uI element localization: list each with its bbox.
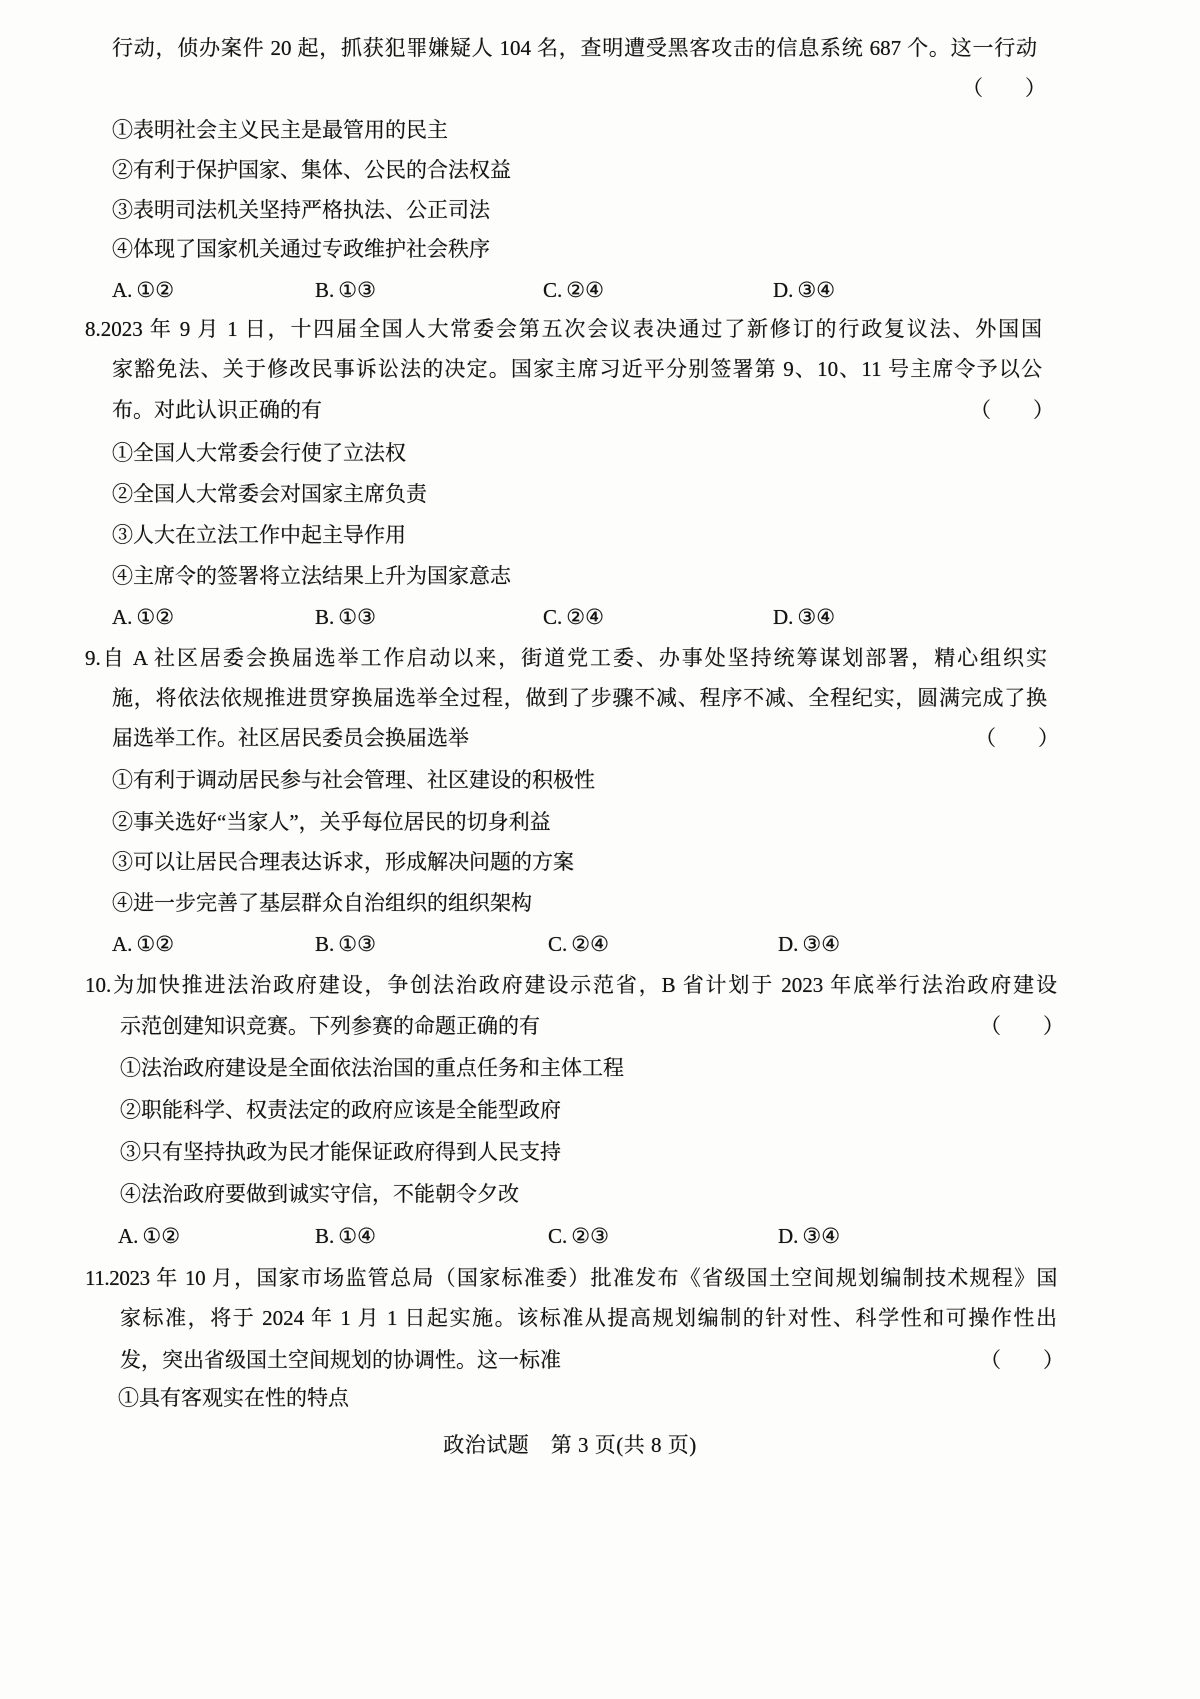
question-8-statement-3: ③人大在立法工作中起主导作用 bbox=[112, 523, 406, 547]
option-label: B. bbox=[315, 1224, 335, 1248]
question-9-option-c bbox=[548, 930, 609, 958]
question-number: 10. bbox=[85, 973, 112, 997]
question-9-option-d bbox=[778, 930, 840, 958]
option-value: ③④ bbox=[797, 278, 836, 302]
question-7-option-d bbox=[773, 276, 835, 304]
question-number: 8. bbox=[85, 317, 101, 341]
question-10-statement-3: ③只有坚持执政为民才能保证政府得到人民支持 bbox=[120, 1140, 561, 1164]
question-9-statement-1: ①有利于调动居民参与社会管理、社区建设的积极性 bbox=[112, 768, 595, 792]
question-7-answer-bracket: （ ） bbox=[962, 76, 1046, 100]
option-label: B. bbox=[315, 278, 335, 302]
page-footer: 政治试题 第 3 页(共 8 页) bbox=[443, 1433, 697, 1457]
question-8-stem-line-1 bbox=[85, 315, 1042, 343]
option-value: ①③ bbox=[338, 278, 376, 302]
question-10-statement-4: ④法治政府要做到诚实守信，不能朝令夕改 bbox=[120, 1182, 519, 1206]
question-10-stem-line-2: 示范创建知识竞赛。下列参赛的命题正确的有 bbox=[120, 1014, 540, 1038]
question-8-statement-2: ②全国人大常委会对国家主席负责 bbox=[112, 482, 427, 506]
question-7-stem-line-1: 行动，侦办案件 20 起，抓获犯罪嫌疑人 104 名，查明遭受黑客攻击的信息系统 687 个。这一行动 bbox=[112, 36, 1037, 60]
question-7-option-c bbox=[543, 276, 604, 304]
question-number: 9. bbox=[85, 646, 101, 670]
option-value: ①② bbox=[136, 605, 175, 629]
question-10-option-c bbox=[548, 1222, 609, 1250]
question-8-statement-4: ④主席令的签署将立法结果上升为国家意志 bbox=[112, 564, 511, 588]
question-8-statement-1: ①全国人大常委会行使了立法权 bbox=[112, 441, 406, 465]
option-label: A. bbox=[112, 932, 133, 956]
question-7-option-b bbox=[315, 276, 376, 304]
question-10-statement-2: ②职能科学、权责法定的政府应该是全能型政府 bbox=[120, 1098, 561, 1122]
question-7-statement-1: ①表明社会主义民主是最管用的民主 bbox=[112, 118, 448, 142]
question-7-statement-3: ③表明司法机关坚持严格执法、公正司法 bbox=[112, 198, 490, 222]
option-label: C. bbox=[543, 605, 563, 629]
question-10-option-a bbox=[118, 1222, 180, 1250]
question-11-stem-line-3: 发，突出省级国土空间规划的协调性。这一标准 bbox=[120, 1348, 561, 1372]
question-7-option-a bbox=[112, 276, 174, 304]
question-10-option-d bbox=[778, 1222, 840, 1250]
stem-text: 2023 年 10 月，国家市场监管总局（国家标准委）批准发布《省级国土空间规划编制技术规程》国 bbox=[109, 1266, 1057, 1290]
question-9-answer-bracket: （ ） bbox=[975, 726, 1059, 750]
question-9-option-a bbox=[112, 930, 174, 958]
question-8-option-c bbox=[543, 603, 604, 631]
option-label: A. bbox=[112, 605, 133, 629]
option-value: ②④ bbox=[571, 932, 609, 956]
option-label: B. bbox=[315, 932, 335, 956]
option-label: D. bbox=[778, 932, 799, 956]
option-label: A. bbox=[112, 278, 133, 302]
option-value: ②④ bbox=[566, 605, 604, 629]
option-value: ①④ bbox=[338, 1224, 376, 1248]
option-value: ①③ bbox=[338, 932, 376, 956]
question-number: 11. bbox=[85, 1266, 110, 1290]
question-10-statement-1: ①法治政府建设是全面依法治国的重点任务和主体工程 bbox=[120, 1056, 624, 1080]
option-value: ①② bbox=[136, 932, 175, 956]
question-8-option-a bbox=[112, 603, 174, 631]
option-label: C. bbox=[543, 278, 563, 302]
stem-text: 2023 年 9 月 1 日，十四届全国人大常委会第五次会议表决通过了新修订的行政复议法、外国国 bbox=[100, 317, 1042, 341]
question-9-statement-3: ③可以让居民合理表达诉求，形成解决问题的方案 bbox=[112, 850, 574, 874]
question-9-stem-line-1 bbox=[85, 644, 1047, 672]
question-8-answer-bracket: （ ） bbox=[970, 398, 1054, 422]
option-value: ①③ bbox=[338, 605, 376, 629]
question-8-stem-line-3: 布。对此认识正确的有 bbox=[112, 398, 322, 422]
option-value: ②③ bbox=[571, 1224, 609, 1248]
question-7-statement-2: ②有利于保护国家、集体、公民的合法权益 bbox=[112, 158, 511, 182]
question-11-answer-bracket: （ ） bbox=[980, 1348, 1064, 1372]
question-9-statement-2: ②事关选好“当家人”，关乎每位居民的切身利益 bbox=[112, 810, 551, 834]
question-10-answer-bracket: （ ） bbox=[980, 1014, 1064, 1038]
question-8-option-d bbox=[773, 603, 835, 631]
option-label: C. bbox=[548, 1224, 568, 1248]
question-8-stem-line-2: 家豁免法、关于修改民事诉讼法的决定。国家主席习近平分别签署第 9、10、11 号主席令予以公 bbox=[112, 357, 1042, 381]
stem-text: 为加快推进法治政府建设，争创法治政府建设示范省，B 省计划于 2023 年底举行法治政府建设 bbox=[111, 973, 1057, 997]
question-9-statement-4: ④进一步完善了基层群众自治组织的组织架构 bbox=[112, 891, 532, 915]
question-11-statement-1: ①具有客观实在性的特点 bbox=[118, 1386, 349, 1410]
question-11-stem-line-1 bbox=[85, 1264, 1057, 1292]
option-value: ③④ bbox=[802, 932, 841, 956]
option-value: ①② bbox=[136, 278, 175, 302]
stem-text: 自 A 社区居委会换届选举工作启动以来，街道党工委、办事处坚持统筹谋划部署，精心组织实 bbox=[100, 646, 1047, 670]
option-label: D. bbox=[773, 605, 794, 629]
question-8-option-b bbox=[315, 603, 376, 631]
question-9-stem-line-2: 施，将依法依规推进贯穿换届选举全过程，做到了步骤不减、程序不减、全程纪实，圆满完成了换 bbox=[112, 686, 1047, 710]
option-label: C. bbox=[548, 932, 568, 956]
question-10-stem-line-1 bbox=[85, 971, 1057, 999]
question-9-stem-line-3: 届选举工作。社区居民委员会换届选举 bbox=[112, 726, 469, 750]
option-label: D. bbox=[773, 278, 794, 302]
option-label: D. bbox=[778, 1224, 799, 1248]
option-value: ①② bbox=[142, 1224, 181, 1248]
question-9-option-b bbox=[315, 930, 376, 958]
question-7-statement-4: ④体现了国家机关通过专政维护社会秩序 bbox=[112, 237, 490, 261]
option-value: ②④ bbox=[566, 278, 604, 302]
option-value: ③④ bbox=[797, 605, 836, 629]
option-label: B. bbox=[315, 605, 335, 629]
option-label: A. bbox=[118, 1224, 139, 1248]
question-11-stem-line-2: 家标准，将于 2024 年 1 月 1 日起实施。该标准从提高规划编制的针对性、科学性和可操作性出 bbox=[120, 1306, 1057, 1330]
option-value: ③④ bbox=[802, 1224, 841, 1248]
question-10-option-b bbox=[315, 1222, 376, 1250]
